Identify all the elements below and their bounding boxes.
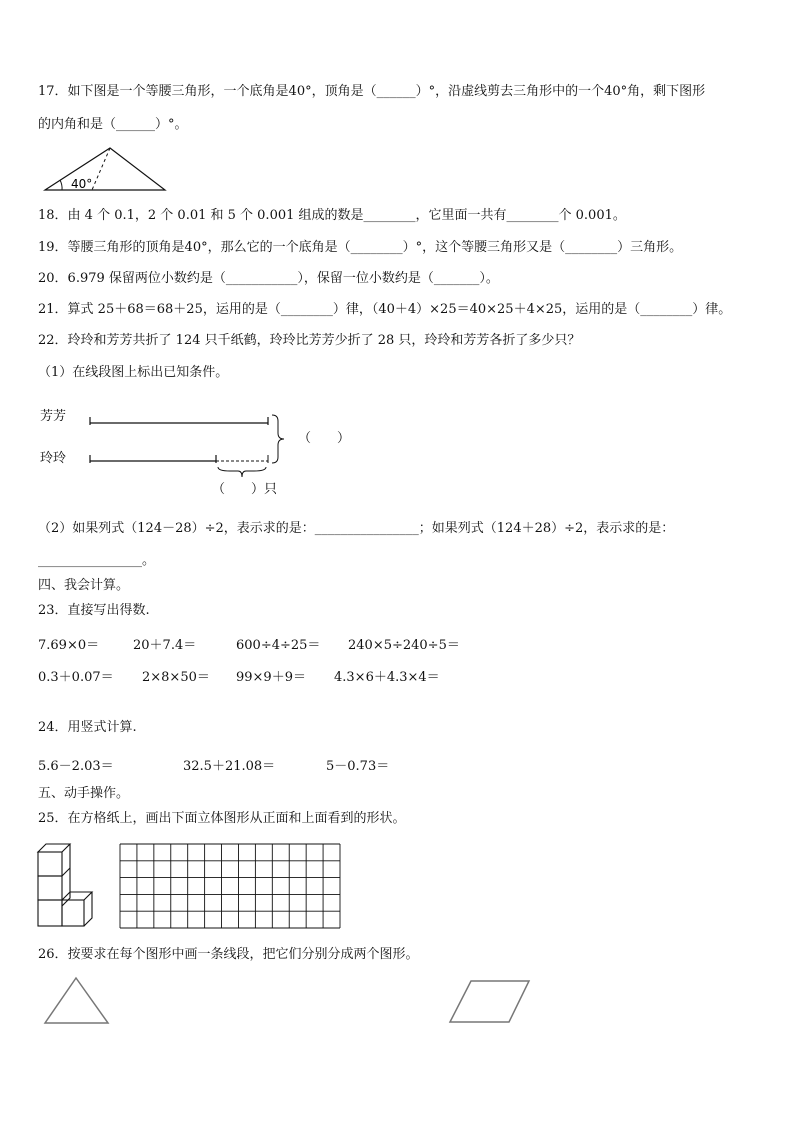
calc-item: 7.69×0＝ [38, 638, 100, 653]
section4-heading: 四、我会计算。 [38, 578, 130, 593]
q21-text: 21．算式 25＋68＝68＋25，运用的是（________）律，（40＋4）×25＝40×25＋4×25，运用的是（________）律。 [38, 302, 732, 317]
q17-line1: 17．如下图是一个等腰三角形，一个底角是40°，顶角是（______）°，沿虚线剪去三角形中的一个40°角，剩下图形 [38, 84, 706, 99]
line-segment-diagram [80, 405, 300, 490]
calc-item: 5.6－2.03＝ [38, 759, 114, 774]
calc-item: 4.3×6＋4.3×4＝ [334, 670, 440, 685]
difference-label: （ ）只 [212, 482, 278, 497]
angle-arc [60, 180, 62, 190]
q19-text: 19．等腰三角形的顶角是40°，那么它的一个底角是（________）°，这个等腰三角形又是（________）三角形。 [38, 240, 683, 255]
calc-item: 99×9＋9＝ [236, 670, 306, 685]
parallelogram-shape [447, 978, 533, 1026]
grid-paper [119, 843, 341, 929]
label-fangfang: 芳芳 [40, 409, 67, 424]
label-lingling: 玲玲 [40, 451, 67, 466]
q22-part2: （2）如果列式（124－28）÷2，表示求的是：________________；如果列式（124＋28）÷2，表示求的是： [38, 521, 675, 536]
triangle-shape [42, 975, 112, 1027]
calc-item: 2×8×50＝ [142, 670, 210, 685]
q24-title: 24．用竖式计算. [38, 720, 137, 735]
q22-part2-tail: ________________。 [38, 553, 156, 568]
isosceles-triangle-figure [40, 142, 170, 194]
calc-item: 32.5＋21.08＝ [183, 759, 276, 774]
total-label: （ ） [298, 431, 351, 446]
q20-text: 20．6.979 保留两位小数约是（___________），保留一位小数约是（_______）。 [38, 271, 499, 286]
calc-item: 600÷4÷25＝ [236, 638, 321, 653]
q22-title: 22．玲玲和芳芳共折了 124 只千纸鹤，玲玲比芳芳少折了 28 只，玲玲和芳芳各折了多少只？ [38, 333, 581, 348]
q25-text: 25．在方格纸上，画出下面立体图形从正面和上面看到的形状。 [38, 811, 406, 826]
difference-brace [218, 467, 266, 477]
q22-part1: （1）在线段图上标出已知条件。 [38, 365, 229, 380]
section5-heading: 五、动手操作。 [38, 786, 130, 801]
angle-label: 40° [71, 177, 93, 191]
q23-title: 23．直接写出得数. [38, 603, 150, 618]
q18-text: 18．由 4 个 0.1，2 个 0.01 和 5 个 0.001 组成的数是________，它里面一共有________个 0.001。 [38, 208, 626, 223]
cube-stack-figure [36, 840, 96, 932]
q26-text: 26．按要求在每个图形中画一条线段，把它们分别分成两个图形。 [38, 947, 419, 962]
calc-item: 0.3＋0.07＝ [38, 670, 114, 685]
calc-item: 240×5÷240÷5＝ [348, 638, 460, 653]
calc-item: 5－0.73＝ [326, 759, 390, 774]
triangle-outline [45, 148, 165, 190]
q17-line2: 的内角和是（______）°。 [38, 117, 188, 132]
total-brace [272, 415, 284, 463]
calc-item: 20＋7.4＝ [133, 638, 197, 653]
